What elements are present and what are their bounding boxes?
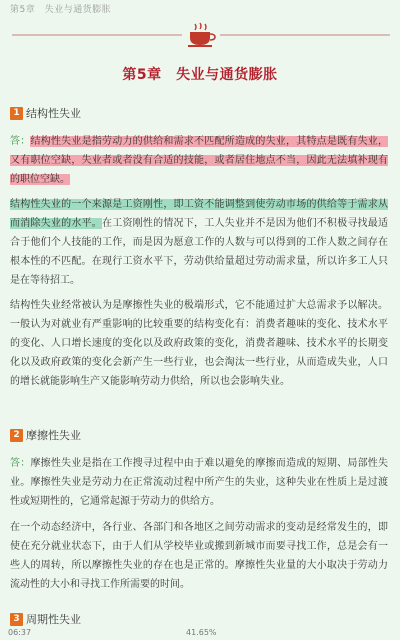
reading-progress: 41.65% [186,628,217,637]
section-title: 结构性失业 [26,107,81,120]
section-2-answer-paragraph [10,454,388,511]
section-2-paragraph-2: 在一个动态经济中，各行业、各部门和各地区之间劳动需求的变动是经常发生的，即使在充分就业状态下，由于人们从学校毕业或搬到新城市而要寻找工作，总是会有一些人的周转，所以摩擦性失业的存在也是正常的。摩擦性失业量的大小取决于劳动力流动性的大小和寻找工作所需要的时间。 [10,522,388,590]
section-number-badge: 3 [10,613,23,626]
status-time: 06:37 [8,628,32,637]
section-heading-3 [10,611,81,627]
section-number-badge: 2 [10,429,23,442]
section-heading-1 [10,105,81,121]
section-1-paragraph-3: 结构性失业经常被认为是摩擦性失业的极端形式，它不能通过扩大总需求予以解决。一般认为对就业有严重影响的比较重要的结构变化有：消费者趣味的变化、技术水平的变化、人口增长速度的变化以及政府政策的变化，消费者趣味、技术水平的长期变化以及政府政策的变化会新产生一些行业，也会淘汰一些行业，从而造成失业，人口的增长就能影响生产又能影响劳动力供给，所以也会影响失业。 [10,300,388,387]
paragraph-text: 摩擦性失业是指在工作搜寻过程中由于难以避免的摩擦而造成的短期、局部性失业。摩擦性失业是劳动力在正常流动过程中所产生的失业，这种失业在性质上是过渡性或短期性的，它通常起源于劳动力的供给方。 [10,458,389,507]
chapter-title: 第5章 失业与通货膨胀 [122,67,278,83]
section-heading-2 [10,427,81,443]
section-title: 周期性失业 [26,613,81,626]
section-1-answer-paragraph [10,132,388,189]
running-header: 第5章 失业与通货膨胀 [10,5,112,15]
coffee-cup-icon [186,22,216,48]
highlighted-text-red: 结构性失业是指劳动力的供给和需求不匹配所造成的失业，其特点是既有失业，又有职位空缺，失业者或者没有合适的技能，或者居住地点不当，因此无法填补现有的职位空缺。 [10,136,389,185]
paragraph-text: 在工资刚性的情况下，工人失业并不是因为他们不积极寻找最适合于他们个人技能的工作，而是因为愿意工作的人数与可以得到的工作人数之间存在根本性的不匹配。在现行工资水平下，劳动供给量超过劳动需求量，所以许多工人只是在等待招工。 [10,218,388,286]
answer-label: 答： [10,458,31,469]
ornament-line-right [220,34,390,36]
highlighted-text-green: 结构性失业的一个来源是工资刚性，即工资不能调整到使劳动市场的供给等于需求从而消除失业的水平。 [10,199,388,229]
section-title: 摩擦性失业 [26,429,81,442]
section-number-badge: 1 [10,107,23,120]
section-1-paragraph-2 [10,195,388,290]
answer-label: 答： [10,136,31,147]
ornament-line-left [12,34,182,36]
